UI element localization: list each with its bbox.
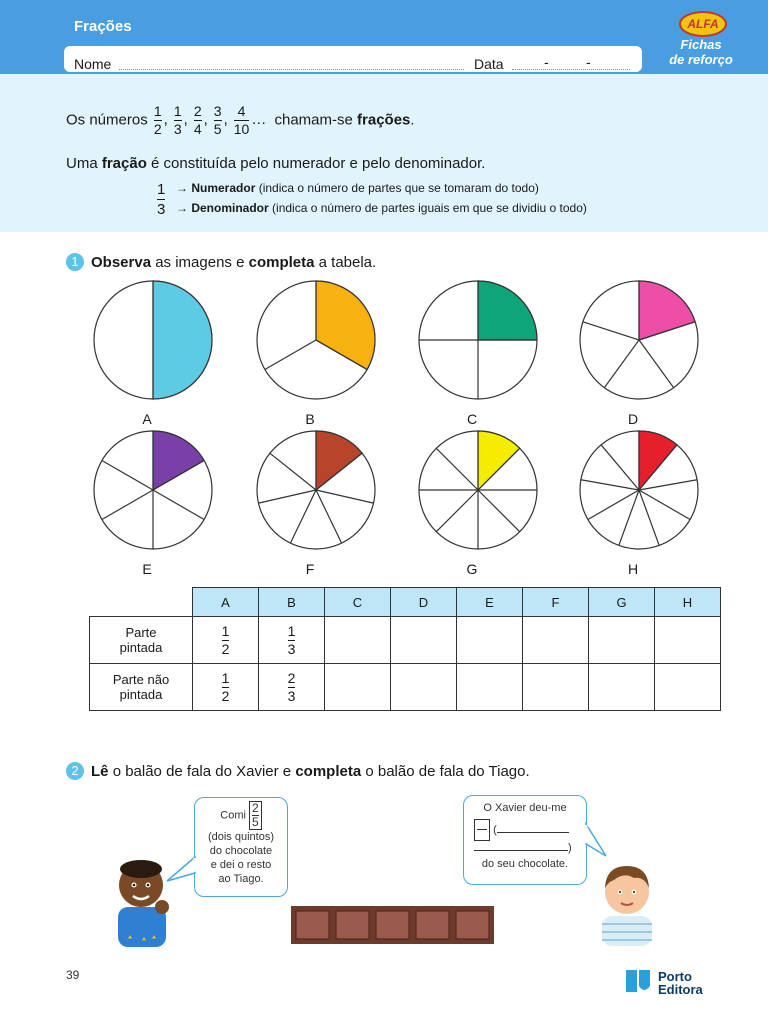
exercise-number: 2 [66, 762, 84, 780]
date-separator: - [586, 54, 591, 70]
intro-separator: , [163, 111, 168, 129]
bubble-answer-line [464, 819, 586, 841]
pie-charts [0, 270, 768, 580]
table-header: H [655, 588, 721, 617]
answer-cell[interactable] [457, 664, 523, 711]
pie-e [94, 431, 212, 549]
intro-fraction: $\frac{2}{4}$ [193, 103, 202, 137]
exercise-number: 1 [66, 253, 84, 271]
pie-label: G [466, 561, 478, 577]
publisher-line2: Editora [658, 982, 703, 997]
arrow-icon: → [176, 181, 188, 195]
answer-cell[interactable] [325, 664, 391, 711]
xavier-speech-bubble [194, 797, 288, 897]
pie-label: C [466, 411, 478, 427]
table-corner [90, 588, 193, 617]
page-number: 39 [66, 968, 80, 982]
table-header: G [589, 588, 655, 617]
answer-cell[interactable] [391, 664, 457, 711]
intro-separator: , [223, 111, 228, 129]
tiago-boy-illustration [594, 858, 660, 946]
ex1-text2: a tabela. [318, 254, 377, 271]
intro-separator: , [183, 111, 188, 129]
name-date-box [64, 46, 642, 72]
bubble-numerator: 2 [252, 801, 259, 815]
pie-label: D [627, 411, 639, 427]
table-header: A [193, 588, 259, 617]
porto-editora-logo-icon [626, 970, 654, 994]
bubble-paren: ( [493, 823, 497, 836]
bubble-text: Comi [220, 809, 246, 822]
example-fraction [157, 180, 165, 219]
bubble-text: (dois quintos) [207, 831, 275, 843]
ex2-text2: o balão de fala do Tiago. [365, 763, 530, 780]
answer-cell[interactable] [523, 617, 589, 664]
exercise1-instruction [91, 254, 376, 271]
intro-line2-b: é constituída pelo numerador e pelo denominador. [151, 155, 486, 172]
pie-h [580, 431, 698, 549]
bubble-text: O Xavier deu-me [483, 802, 567, 814]
table-header: C [325, 588, 391, 617]
ex1-bold1: Observa [91, 254, 152, 271]
pie-b [257, 281, 375, 399]
table-cell: $\frac{1}{2}$ [193, 664, 259, 711]
table-cell: $\frac{2}{3}$ [259, 664, 325, 711]
intro-fraction: $\frac{1}{2}$ [153, 103, 162, 137]
pie-slice-painted [478, 281, 537, 340]
denominator-label: Denominador [191, 201, 269, 215]
bubble-text: do seu chocolate. [481, 858, 569, 870]
intro-line2-bold: fração [101, 155, 147, 172]
table-header: D [391, 588, 457, 617]
intro-line2-a: Uma [66, 155, 98, 172]
ex2-bold2: completa [295, 763, 362, 780]
pie-label: B [305, 411, 315, 427]
pie-g [419, 431, 537, 549]
pie-d [580, 281, 698, 399]
bubble-paren: ) [568, 842, 572, 854]
intro-fraction: $\frac{3}{5}$ [213, 103, 222, 137]
example-numerator: 1 [157, 181, 166, 198]
pie-label: E [142, 561, 152, 577]
fractions-table [89, 587, 721, 711]
pie-c [419, 281, 537, 399]
answer-cell[interactable] [589, 664, 655, 711]
logo-line2: de reforço [669, 52, 733, 67]
intro-line2 [66, 155, 485, 172]
tiago-speech-bubble [463, 795, 587, 885]
ex1-bold2: completa [248, 254, 315, 271]
table-row [90, 617, 721, 664]
pie-a [94, 281, 212, 399]
table-header: B [259, 588, 325, 617]
table-header: E [457, 588, 523, 617]
intro-separator: , [203, 111, 208, 129]
ex2-text1: o balão de fala do Xavier e [112, 763, 292, 780]
answer-cell[interactable] [457, 617, 523, 664]
date-label: Data [474, 56, 504, 72]
publisher-name [658, 970, 703, 996]
row-label: Parte pintada [90, 617, 193, 664]
numerator-note: (indica o número de partes que se tomaram do todo) [258, 181, 539, 195]
numerator-note-line [176, 181, 539, 195]
date-separator: - [544, 54, 549, 70]
date-field[interactable] [512, 68, 630, 70]
bubble-text: e dei o resto [210, 859, 272, 871]
publisher-line1: Porto [658, 969, 692, 984]
pie-slice-painted [153, 281, 212, 399]
intro-fraction: $\frac{4}{10}$ [233, 103, 250, 137]
bubble-answer-line [464, 841, 586, 857]
bubble-tail-icon [584, 820, 610, 860]
denominator-note-line [176, 201, 587, 215]
bubble-denominator: 5 [252, 815, 259, 829]
table-cell: $\frac{1}{3}$ [259, 617, 325, 664]
page-title: Frações [74, 18, 132, 35]
answer-cell[interactable] [325, 617, 391, 664]
name-field[interactable] [119, 68, 464, 70]
ex1-text1: as imagens e [155, 254, 245, 271]
intro-prefix: Os números [66, 111, 148, 129]
pie-f [257, 431, 375, 549]
arrow-icon: → [176, 201, 188, 215]
intro-bold: frações [357, 111, 411, 129]
intro-line1 [66, 103, 415, 138]
answer-cell[interactable] [655, 664, 721, 711]
intro-fraction: $\frac{1}{3}$ [173, 103, 182, 137]
table-row [90, 664, 721, 711]
table-header: F [523, 588, 589, 617]
logo-line1: Fichas [680, 37, 722, 52]
exercise2-instruction [91, 763, 530, 780]
intro-suffix: chamam-se [274, 111, 353, 129]
pie-label: F [305, 561, 315, 577]
example-denominator: 3 [157, 201, 166, 218]
answer-blank[interactable] [474, 850, 568, 851]
ex2-bold1: Lê [91, 763, 109, 780]
alfa-logo: ALFA [679, 11, 727, 37]
xavier-boy-illustration [108, 855, 176, 947]
answer-cell[interactable] [523, 664, 589, 711]
row-label: Parte não pintada [90, 664, 193, 711]
answer-cell[interactable] [589, 617, 655, 664]
fraction-answer-box[interactable] [474, 819, 490, 841]
table-cell: $\frac{1}{2}$ [193, 617, 259, 664]
bubble-text: do chocolate [209, 845, 273, 857]
intro-fractions [152, 103, 270, 137]
numerator-label: Numerador [191, 181, 256, 195]
answer-cell[interactable] [655, 617, 721, 664]
bubble-text: ao Tiago. [218, 873, 264, 885]
chocolate-bar-illustration [291, 906, 494, 944]
denominator-note: (indica o número de partes iguais em que se dividiu o todo) [272, 201, 587, 215]
answer-blank[interactable] [497, 832, 569, 833]
name-label: Nome [74, 56, 112, 72]
intro-end: . [410, 111, 415, 129]
intro-separator: … [251, 111, 267, 129]
table-header-row [90, 588, 721, 617]
answer-cell[interactable] [391, 617, 457, 664]
pie-label: H [627, 561, 639, 577]
pie-label: A [142, 411, 152, 427]
